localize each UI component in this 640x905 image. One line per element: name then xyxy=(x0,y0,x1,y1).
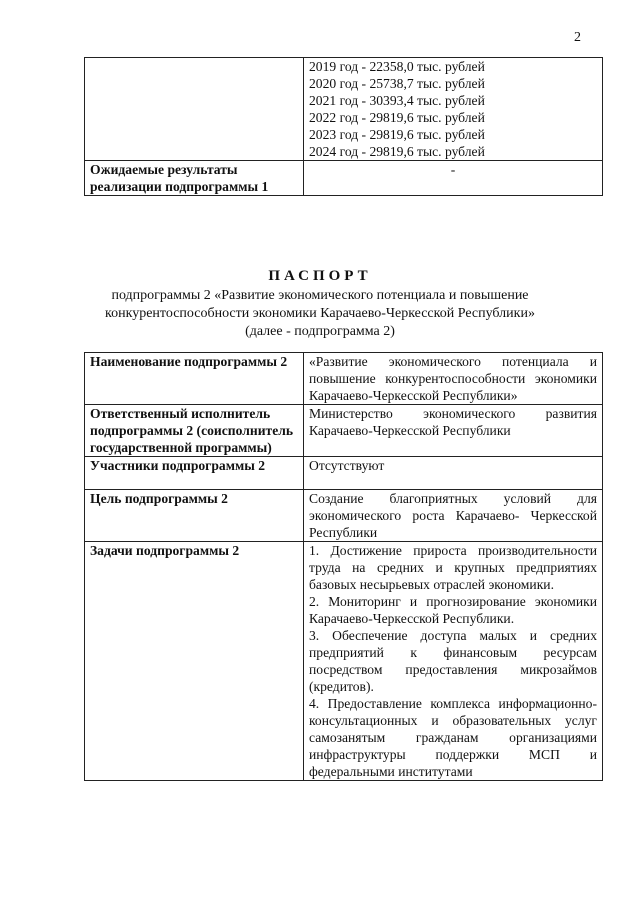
row-label: Задачи подпрограммы 2 xyxy=(85,542,304,781)
passport-row-goal xyxy=(85,490,603,542)
funding-year-2022: 2022 год - 29819,6 тыс. рублей xyxy=(309,110,485,125)
row-label: Цель подпрограммы 2 xyxy=(85,490,304,542)
funding-year-2023: 2023 год - 29819,6 тыс. рублей xyxy=(309,127,485,142)
row-label: Наименование подпрограммы 2 xyxy=(85,353,304,405)
passport-table xyxy=(84,352,603,781)
funding-year-2024: 2024 год - 29819,6 тыс. рублей xyxy=(309,144,485,159)
passport-row-tasks xyxy=(85,542,603,781)
task-item-1: 1. Достижение прироста производительности труда на средних и крупных предприятиях базовых несырьевых отраслей экономики. xyxy=(309,543,597,592)
passport-row-responsible xyxy=(85,405,603,457)
task-item-3: 3. Обеспечение доступа малых и средних предприятий к финансовым ресурсам посредством предоставления микрозаймов (кредитов). xyxy=(309,628,597,694)
passport-subtitle-line-2: конкурентоспособности экономики Карачаево-Черкесской Республики» xyxy=(105,306,535,321)
task-item-2: 2. Мониторинг и прогнозирование экономики Карачаево-Черкесской Республики. xyxy=(309,594,597,626)
funding-label-cell xyxy=(85,58,304,161)
page-number: 2 xyxy=(574,30,581,45)
row-tasks-cell xyxy=(304,542,603,781)
passport-subtitle-line-1: подпрограммы 2 «Развитие экономического потенциала и повышение xyxy=(111,288,529,303)
row-label: Участники подпрограммы 2 xyxy=(85,457,304,490)
row-label: Ответственный исполнитель подпрограммы 2 (соисполнитель государственной программы) xyxy=(85,405,304,457)
funding-year-2021: 2021 год - 30393,4 тыс. рублей xyxy=(309,93,485,108)
row-value: Министерство экономического развития Карачаево-Черкесской Республики xyxy=(304,405,603,457)
passport-heading xyxy=(0,268,640,341)
funding-values-cell xyxy=(304,58,603,161)
row-value: Отсутствуют xyxy=(304,457,603,490)
passport-title: ПАСПОРТ xyxy=(268,268,372,284)
passport-row-participants xyxy=(85,457,603,490)
expected-results-label: Ожидаемые результаты реализации подпрограммы 1 xyxy=(85,161,304,196)
task-item-4: 4. Предоставление комплекса информационно-консультационных и образовательных услуг самозанятым гражданам организациями инфраструктуры поддержки МСП и федеральными институтами xyxy=(309,696,597,779)
row-value: «Развитие экономического потенциала и повышение конкурентоспособности экономики Карачаево-Черкесской Республики» xyxy=(304,353,603,405)
funding-table xyxy=(84,57,603,196)
expected-results-value: - xyxy=(304,161,603,196)
funding-row xyxy=(85,58,603,161)
expected-results-row xyxy=(85,161,603,196)
row-value: Создание благоприятных условий для экономического роста Карачаево- Черкесской Республики xyxy=(304,490,603,542)
passport-subtitle-line-3: (далее - подпрограмма 2) xyxy=(245,324,395,339)
funding-year-2020: 2020 год - 25738,7 тыс. рублей xyxy=(309,76,485,91)
funding-year-2019: 2019 год - 22358,0 тыс. рублей xyxy=(309,59,485,74)
passport-row-name xyxy=(85,353,603,405)
